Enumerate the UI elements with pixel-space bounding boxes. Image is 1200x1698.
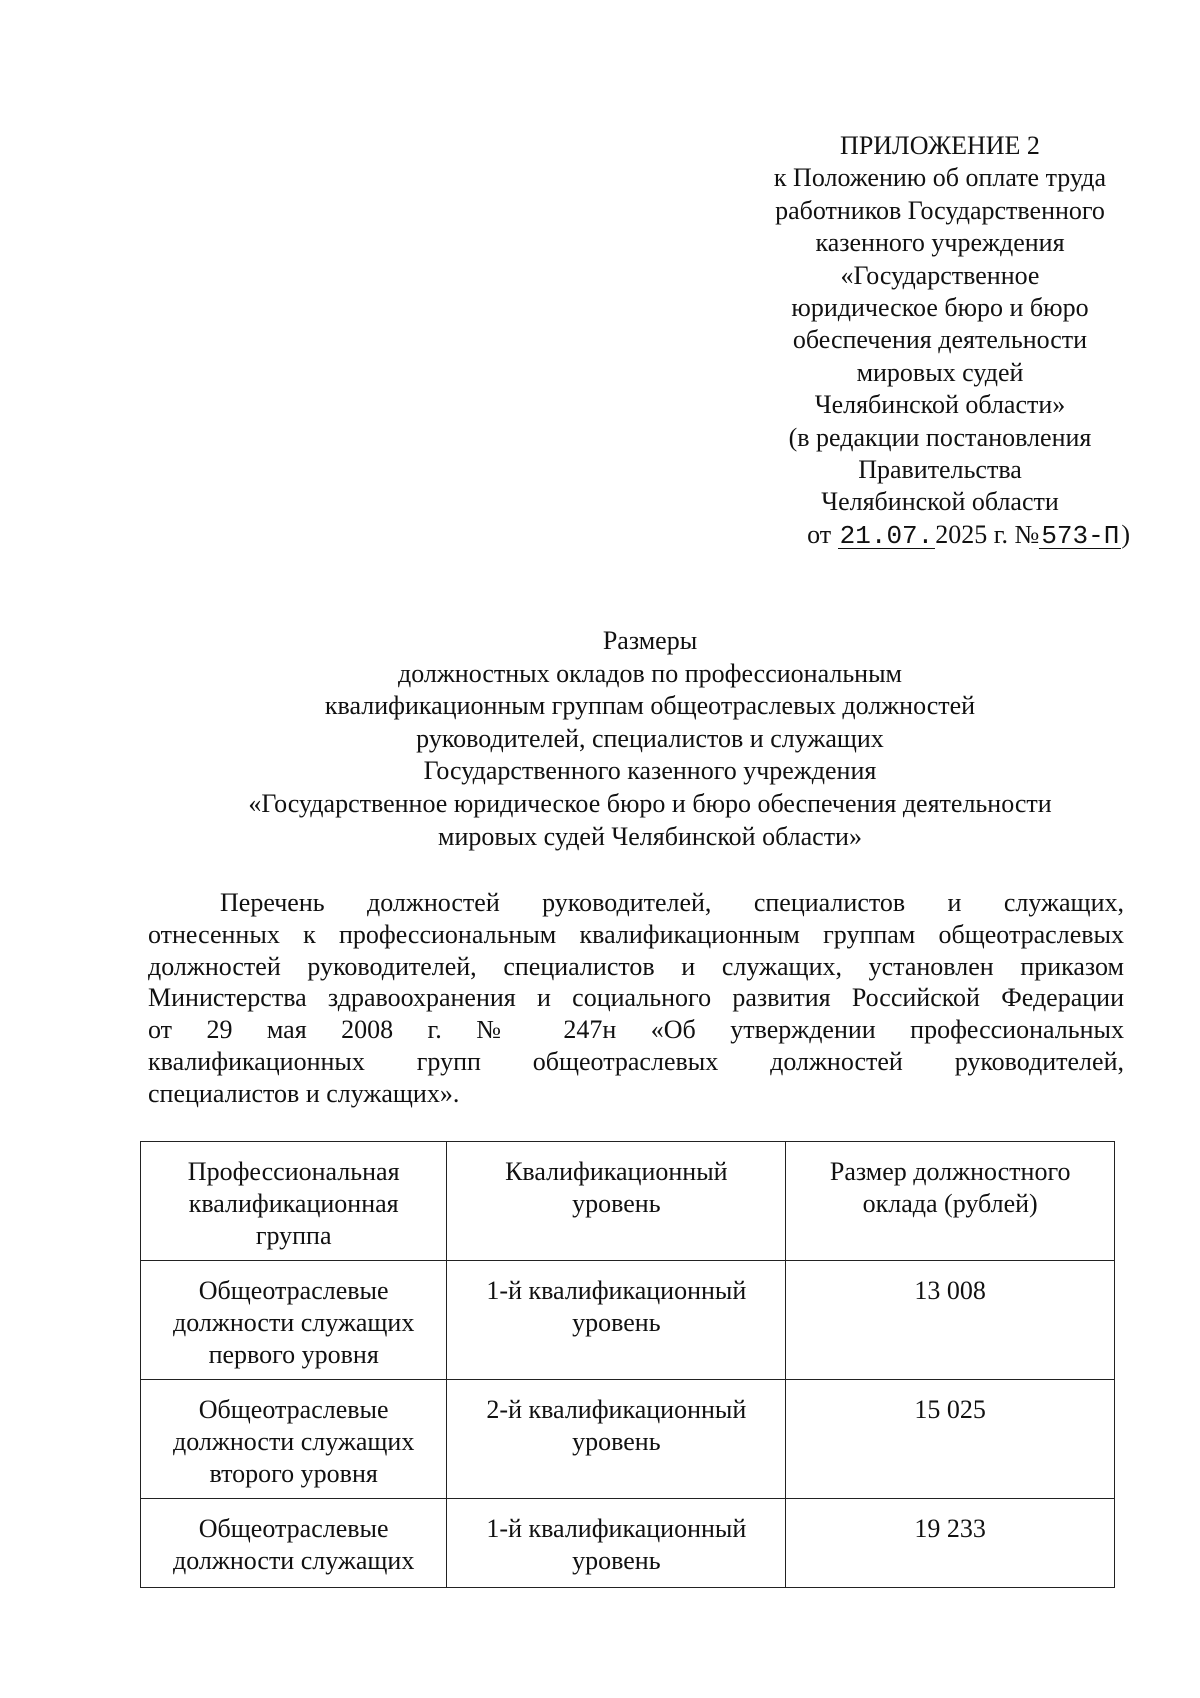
paragraph-line: квалификационных групп общеотраслевых должностей руководителей,: [148, 1046, 1124, 1076]
appendix-line: (в редакции постановления: [788, 422, 1092, 452]
title-line: мировых судей Челябинской области»: [438, 821, 862, 851]
cell-text: должности служащих: [173, 1427, 415, 1456]
cell-text: должности служащих: [173, 1308, 415, 1337]
cell-salary: 15 025: [786, 1380, 1115, 1499]
cell-salary: 19 233: [786, 1499, 1115, 1588]
cell-text: 1-й квалификационный: [486, 1514, 747, 1543]
title-line: руководителей, специалистов и служащих: [416, 723, 884, 753]
paragraph-line: отнесенных к профессиональным квалификационным группам общеотраслевых: [148, 919, 1124, 949]
cell-text: Общеотраслевые: [198, 1514, 389, 1543]
header-text: Квалификационный: [505, 1157, 728, 1186]
document-title: [150, 625, 1150, 853]
cell-group: [141, 1261, 447, 1380]
header-text: квалификационная: [188, 1189, 399, 1218]
appendix-line: к Положению об оплате труда: [773, 163, 1107, 193]
cell-salary: 13 008: [786, 1261, 1115, 1380]
header-text: группа: [255, 1221, 332, 1250]
header-text: Профессиональная: [187, 1157, 400, 1186]
cell-text: 2-й квалификационный: [486, 1395, 747, 1424]
appendix-line: юридическое бюро и бюро: [791, 293, 1089, 323]
title-line: Государственного казенного учреждения: [423, 756, 877, 786]
header-text: Размер должностного: [829, 1157, 1071, 1186]
cell-text: первого уровня: [208, 1340, 379, 1369]
resolution-number: 573-П: [1041, 520, 1120, 551]
appendix-line: казенного учреждения: [815, 228, 1065, 258]
paragraph-line: Перечень должностей руководителей, специалистов и служащих,: [220, 888, 1124, 917]
cell-group: [141, 1380, 447, 1499]
title-line: «Государственное юридическое бюро и бюро обеспечения деятельности: [248, 788, 1052, 818]
appendix-line: обеспечения деятельности: [792, 325, 1088, 355]
table-header-row: [141, 1142, 1115, 1261]
cell-text: должности служащих: [173, 1546, 415, 1575]
header-group: [141, 1142, 447, 1261]
resolution-date-line: [740, 519, 1140, 551]
body-paragraph: [148, 887, 1124, 1110]
cell-text: уровень: [572, 1427, 661, 1456]
cell-level: [447, 1380, 786, 1499]
header-text: оклада (рублей): [862, 1189, 1038, 1218]
cell-text: второго уровня: [209, 1459, 378, 1488]
title-line: Размеры: [602, 626, 698, 655]
cell-level: [447, 1261, 786, 1380]
paragraph-line: специалистов и служащих».: [148, 1078, 460, 1108]
cell-text: Общеотраслевые: [198, 1276, 389, 1305]
number-prefix: №: [1014, 519, 1040, 549]
appendix-line: Челябинской области»: [814, 390, 1066, 420]
paragraph-line: от 29 мая 2008 г. № 247н «Об утверждении профессиональных: [148, 1015, 1124, 1045]
date-close: ): [1121, 519, 1130, 549]
cell-level: [447, 1499, 786, 1588]
appendix-title: ПРИЛОЖЕНИЕ 2: [840, 131, 1040, 160]
paragraph-line: Министерства здравоохранения и социального развития Российской Федерации: [148, 983, 1124, 1013]
title-line: должностных окладов по профессиональным: [397, 658, 903, 688]
cell-group: [141, 1499, 447, 1588]
cell-text: 1-й квалификационный: [486, 1276, 747, 1305]
header-salary: [786, 1142, 1115, 1261]
appendix-line: мировых судей: [856, 357, 1024, 387]
appendix-line: Челябинской области: [821, 487, 1059, 517]
date-prefix: от: [807, 519, 832, 549]
appendix-line: «Государственное: [840, 260, 1040, 290]
appendix-line: работников Государственного: [775, 195, 1105, 225]
table-row: [141, 1261, 1115, 1380]
table-row: [141, 1380, 1115, 1499]
table-row: [141, 1499, 1115, 1588]
cell-text: уровень: [572, 1546, 661, 1575]
salary-table: [140, 1141, 1115, 1588]
appendix-line: Правительства: [858, 455, 1022, 485]
cell-text: уровень: [572, 1308, 661, 1337]
header-level: [447, 1142, 786, 1261]
appendix-header: [740, 130, 1140, 551]
date-year: 2025 г.: [935, 519, 1008, 549]
title-line: квалификационным группам общеотраслевых должностей: [324, 691, 976, 721]
paragraph-line: должностей руководителей, специалистов и служащих, установлен приказом: [148, 951, 1124, 981]
cell-text: Общеотраслевые: [198, 1395, 389, 1424]
header-text: уровень: [572, 1189, 661, 1218]
date-value: 21.07.: [839, 520, 934, 551]
